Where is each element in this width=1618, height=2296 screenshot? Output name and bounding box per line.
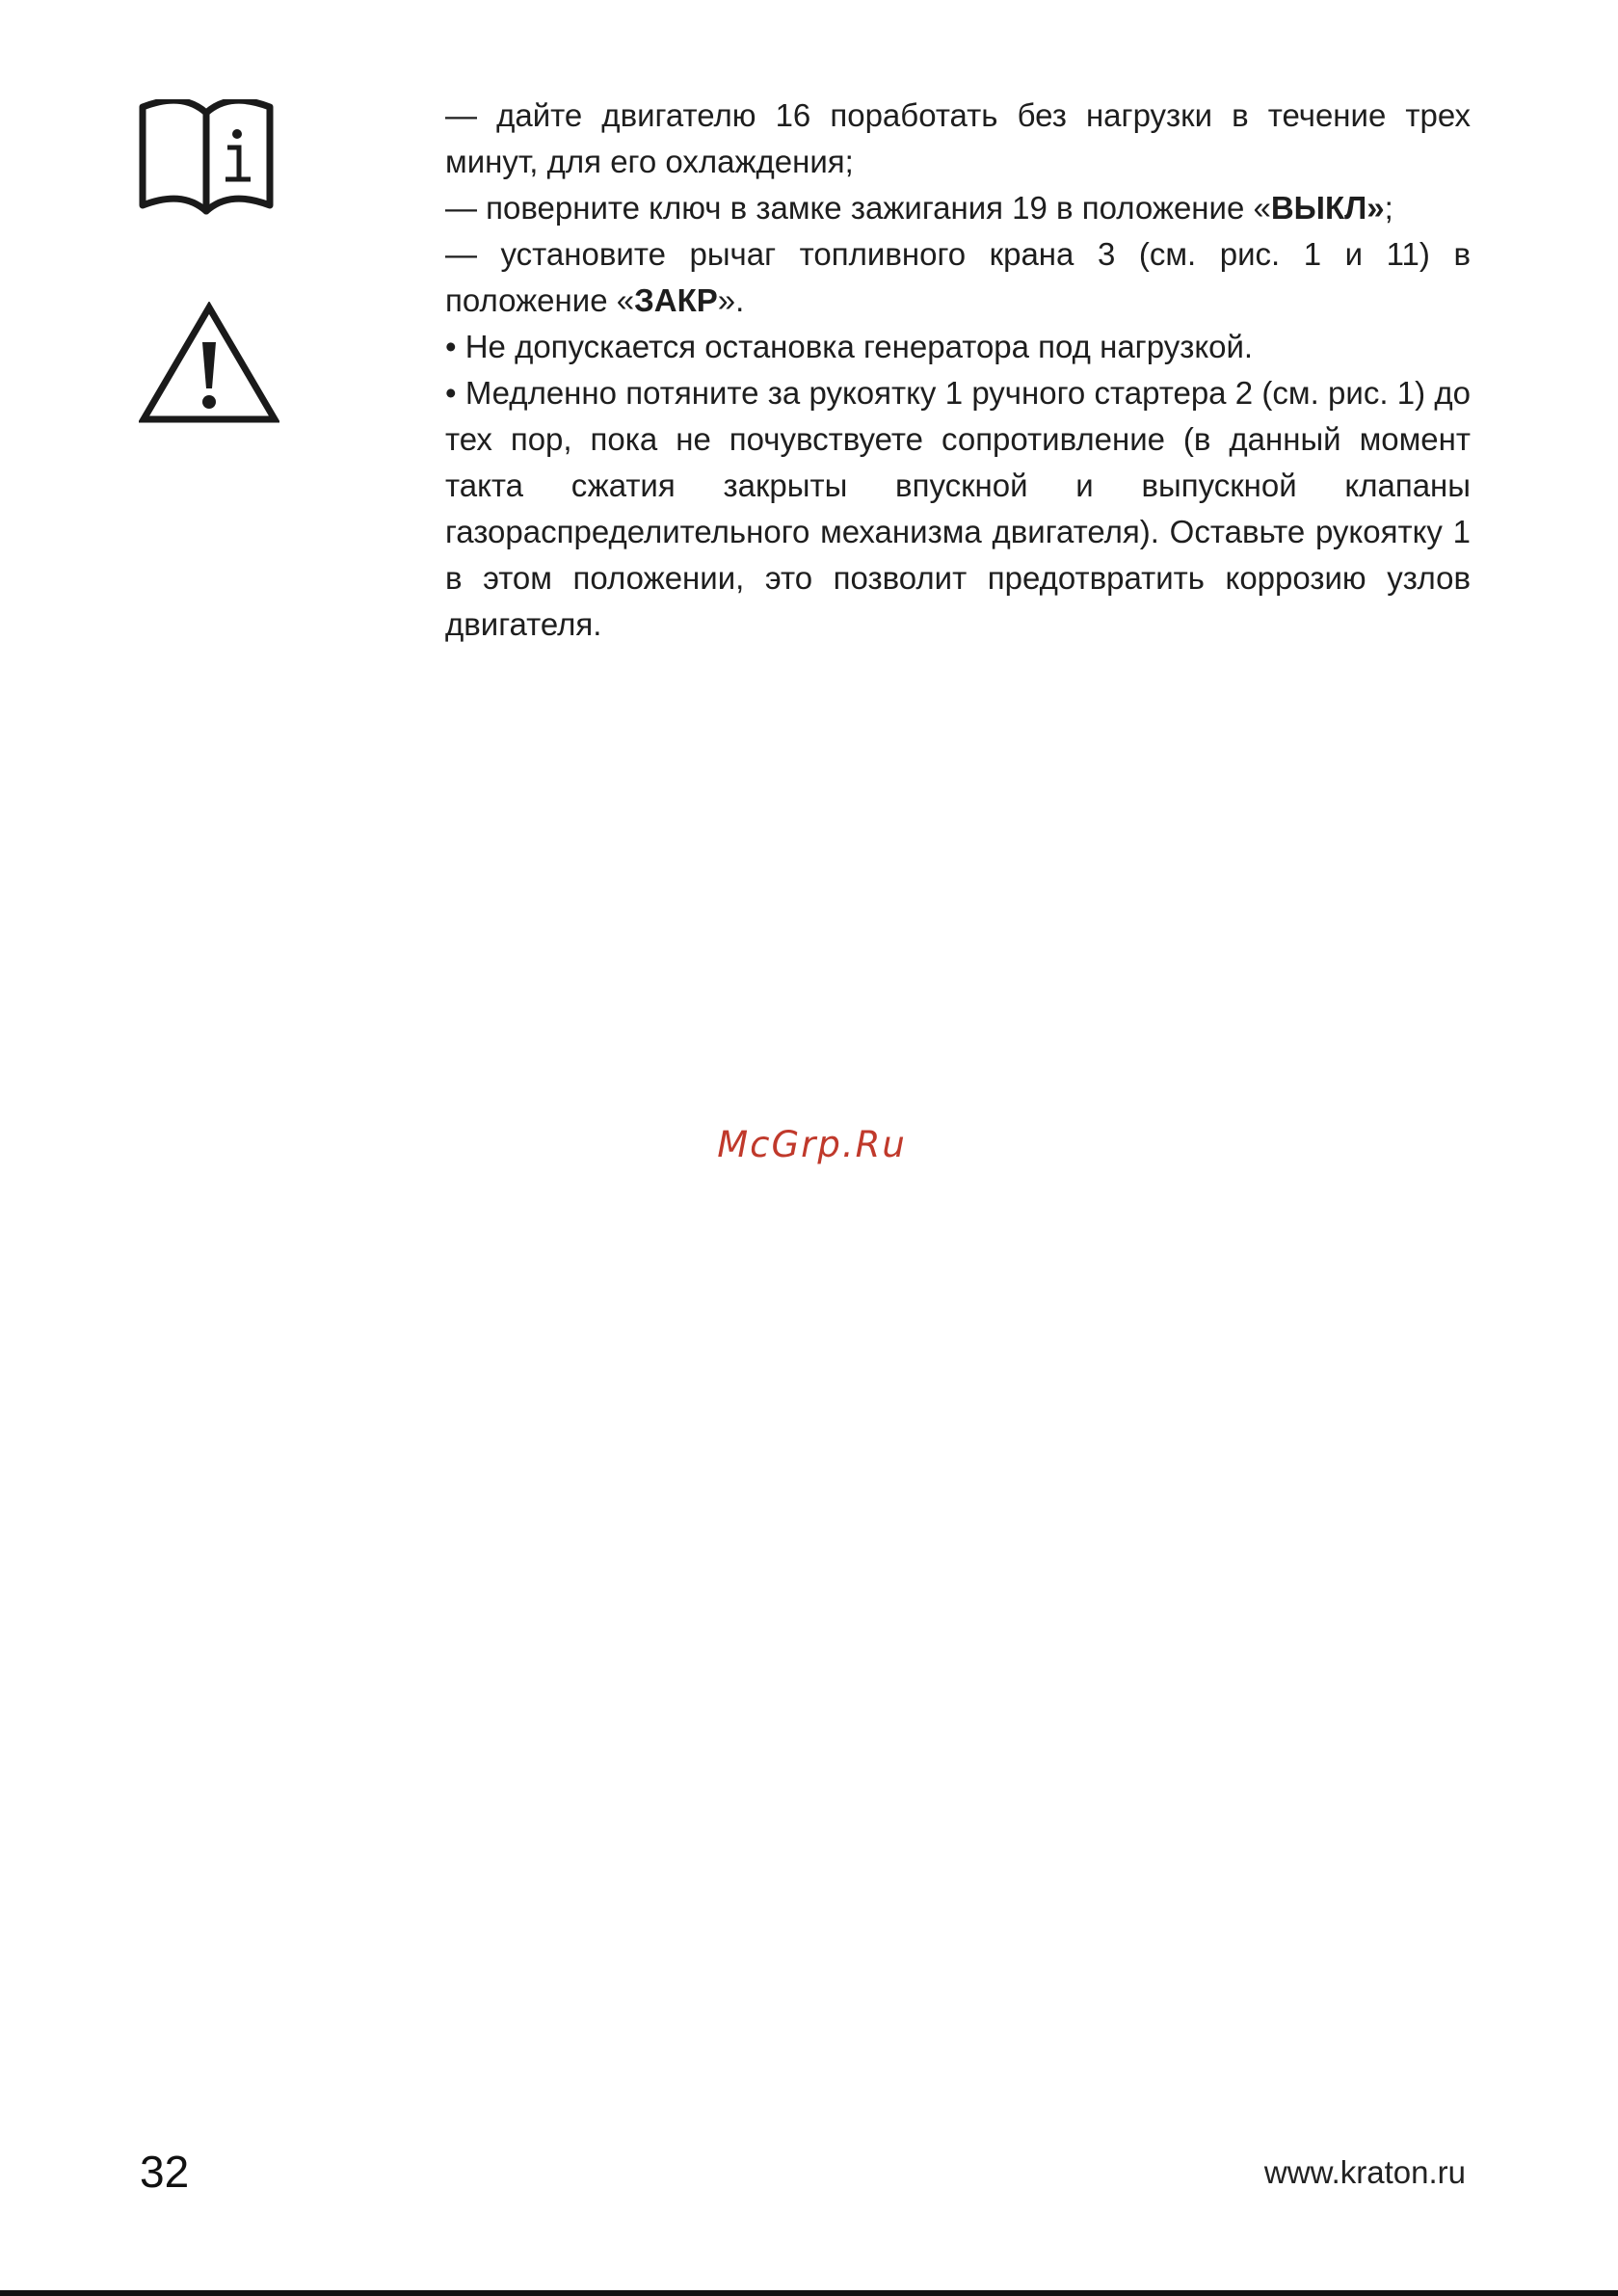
ignition-step [445, 185, 1471, 231]
bottom-border [0, 2290, 1618, 2296]
load-warning: • Не допускается остановка генератора под нагрузкой. [445, 329, 1254, 364]
fuel-valve-closed-label: ЗАКР [634, 282, 718, 318]
ignition-step-text: — поверните ключ в замке зажигания 19 в положение « [445, 190, 1271, 226]
warning-triangle-icon [139, 302, 279, 425]
fuel-valve-step [445, 231, 1471, 324]
book-info-icon [139, 99, 274, 217]
fuel-valve-step-text: — установите рычаг топливного крана 3 (см. рис. 1 и 11) в положение « [445, 236, 1471, 318]
cooling-step: — дайте двигателю 16 поработать без нагрузки в течение трех минут, для его охлаждения; [445, 97, 1471, 179]
ignition-off-label: ВЫКЛ» [1270, 190, 1385, 226]
fuel-valve-step-end: ». [717, 282, 745, 318]
ignition-step-end: ; [1384, 190, 1393, 226]
instructions-text [445, 93, 1471, 648]
watermark: McGrp.Ru [717, 1124, 907, 1165]
page-number: 32 [140, 2147, 190, 2197]
website-link[interactable]: www.kraton.ru [1263, 2154, 1466, 2190]
starter-handle-instruction: • Медленно потяните за рукоятку 1 ручного стартера 2 (см. рис. 1) до тех пор, пока не почувствуете сопротивление (в данный момент такта сжатия закрыты впускной и выпускной клапаны газораспределительного механизма двигателя). Оставьте рукоятку 1 в этом положении, это позволит предотвратить коррозию узлов двигателя. [445, 375, 1471, 642]
